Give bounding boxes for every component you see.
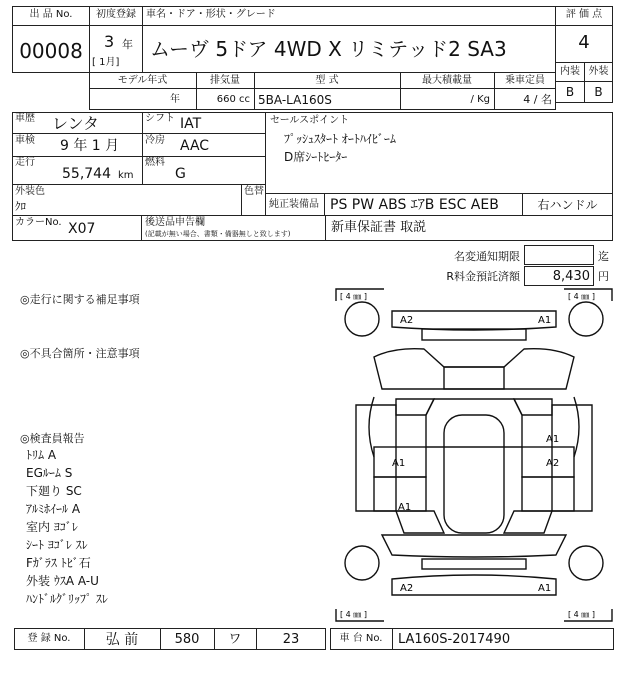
score: 4 (578, 32, 590, 53)
damage-mark: A1 (538, 315, 552, 326)
tire-depth-fl: [ 4 ㎜ ] (340, 292, 367, 301)
equip: PS PW ABS ｴｱB ESC AEB (330, 197, 499, 213)
model-year-label: モデル年式 (117, 75, 168, 86)
model-year-unit: 年 (170, 94, 180, 105)
mileage-unit: km (118, 170, 134, 181)
score-label: 評 価 点 (565, 9, 603, 20)
inspector-item: 室内 ﾖｺﾞﾚ (26, 520, 78, 534)
tire-depth-rr: [ 4 ㎜ ] (568, 610, 595, 619)
model: 5BA-LA160S (258, 93, 332, 107)
damage-mark: A2 (400, 583, 414, 594)
inspector-item: EGﾙｰﾑ S (26, 466, 73, 480)
damage-mark: A1 (538, 583, 552, 594)
lot-label: 出 品 No. (29, 9, 73, 20)
chassis-label: 車 台 No. (339, 633, 383, 644)
inspector-item: ﾄﾘﾑ A (26, 448, 57, 462)
inspector-label: ◎検査員報告 (20, 432, 85, 445)
shift-label: シフト (145, 113, 175, 124)
doc-label: 後送品申告欄 (145, 217, 205, 228)
first-reg-label: 初度登録 (96, 9, 136, 20)
reg-class: 580 (174, 632, 200, 647)
inspector-item: ﾊﾝﾄﾞﾙｸﾞﾘｯﾌﾟ ｽﾚ (26, 592, 108, 606)
ext-color: ｸﾛ (15, 200, 26, 213)
driving-remarks-label: ◎走行に関する補足事項 (20, 293, 140, 306)
chassis-no: LA160S-2017490 (398, 632, 511, 647)
ac-label: 冷房 (145, 135, 165, 146)
exterior-grade: B (594, 85, 603, 99)
inspector-item: 外装 ｳｽA A-U (26, 574, 99, 588)
inspector-item: Fｶﾞﾗｽ ﾄﾋﾞ石 (26, 556, 91, 570)
exterior-label: 外装 (588, 66, 609, 77)
reg-label: 登 録 No. (27, 633, 71, 644)
doc-note: (記載が無い場合、書類・備器無しと致します) (145, 230, 291, 238)
repaint-label: 色替 (244, 186, 264, 197)
shift: IAT (180, 116, 202, 132)
model-label: 型 式 (315, 75, 339, 86)
usage: レンタ (52, 114, 99, 133)
inspection: 9 年 1 月 (60, 138, 120, 154)
name-change-box (524, 245, 594, 265)
capacity: 4 / 名 (523, 93, 552, 106)
inspector-item: 下廻り SC (26, 484, 82, 498)
car-name-label: 車名・ドア・形状・グレード (146, 9, 276, 20)
sales-line-1: ﾌﾟｯｼｭｽﾀｰﾄ ｵｰﾄﾊｲﾋﾞｰﾑ (284, 132, 396, 146)
reg-area: 弘 前 (105, 632, 139, 648)
reg-kana: ワ (228, 632, 242, 647)
inspector-item: ｱﾙﾐﾎｲｰﾙ A (26, 502, 81, 516)
fuel: G (175, 166, 186, 182)
name-change-unit: 迄 (598, 250, 609, 263)
color-no-label: カラーNo. (15, 217, 62, 228)
defects-label: ◎不具合箇所・注意事項 (20, 347, 140, 360)
mileage-label: 走行 (15, 157, 35, 168)
sales-label: セールスポイント (270, 115, 350, 126)
interior-label: 内装 (560, 66, 580, 77)
damage-mark: A1 (398, 502, 412, 513)
car-damage-diagram (334, 287, 614, 623)
reg-num: 23 (282, 632, 300, 647)
damage-mark: A1 (392, 458, 406, 469)
tire-depth-fr: [ 4 ㎜ ] (568, 292, 595, 301)
equip-label: 純正装備品 (269, 199, 319, 210)
mileage: 55,744 (62, 166, 111, 182)
max-load-label: 最大積載量 (422, 75, 472, 86)
color-no: X07 (68, 221, 96, 237)
history-block (12, 112, 266, 216)
handle: 右ハンドル (537, 198, 598, 212)
max-load: / Kg (470, 94, 490, 105)
name-change-label: 名変通知期限 (454, 250, 520, 263)
first-reg-month: [ 1月] (92, 57, 120, 68)
interior-grade: B (565, 85, 575, 99)
displacement: 660 cc (216, 94, 250, 105)
displacement-label: 排気量 (210, 75, 240, 86)
warranty: 新車保証書 取説 (331, 220, 427, 235)
ac: AAC (180, 138, 210, 154)
ext-color-label: 外装色 (15, 186, 45, 197)
fuel-label: 燃料 (145, 157, 165, 168)
inspection-label: 車検 (15, 135, 35, 146)
usage-label: 車歴 (15, 113, 35, 124)
car-name: ムーヴ 5ドア 4WD X リミテッド2 SA3 (150, 37, 507, 61)
lot-no: 00008 (19, 39, 83, 63)
damage-mark: A2 (400, 315, 414, 326)
capacity-label: 乗車定員 (505, 75, 545, 86)
damage-mark: A1 (546, 434, 560, 445)
recycle-amount: 8,430 (552, 269, 590, 284)
recycle-label: R料金預託済額 (446, 270, 520, 283)
inspector-item: ｼｰﾄ ﾖｺﾞﾚ ｽﾚ (26, 538, 88, 552)
tire-depth-rl: [ 4 ㎜ ] (340, 610, 367, 619)
recycle-unit: 円 (598, 270, 609, 283)
first-reg-year-unit: 年 (122, 38, 133, 51)
first-reg-year: 3 (104, 32, 115, 51)
damage-mark: A2 (546, 458, 560, 469)
sales-line-2: D席ｼｰﾄﾋｰﾀｰ (284, 150, 348, 164)
